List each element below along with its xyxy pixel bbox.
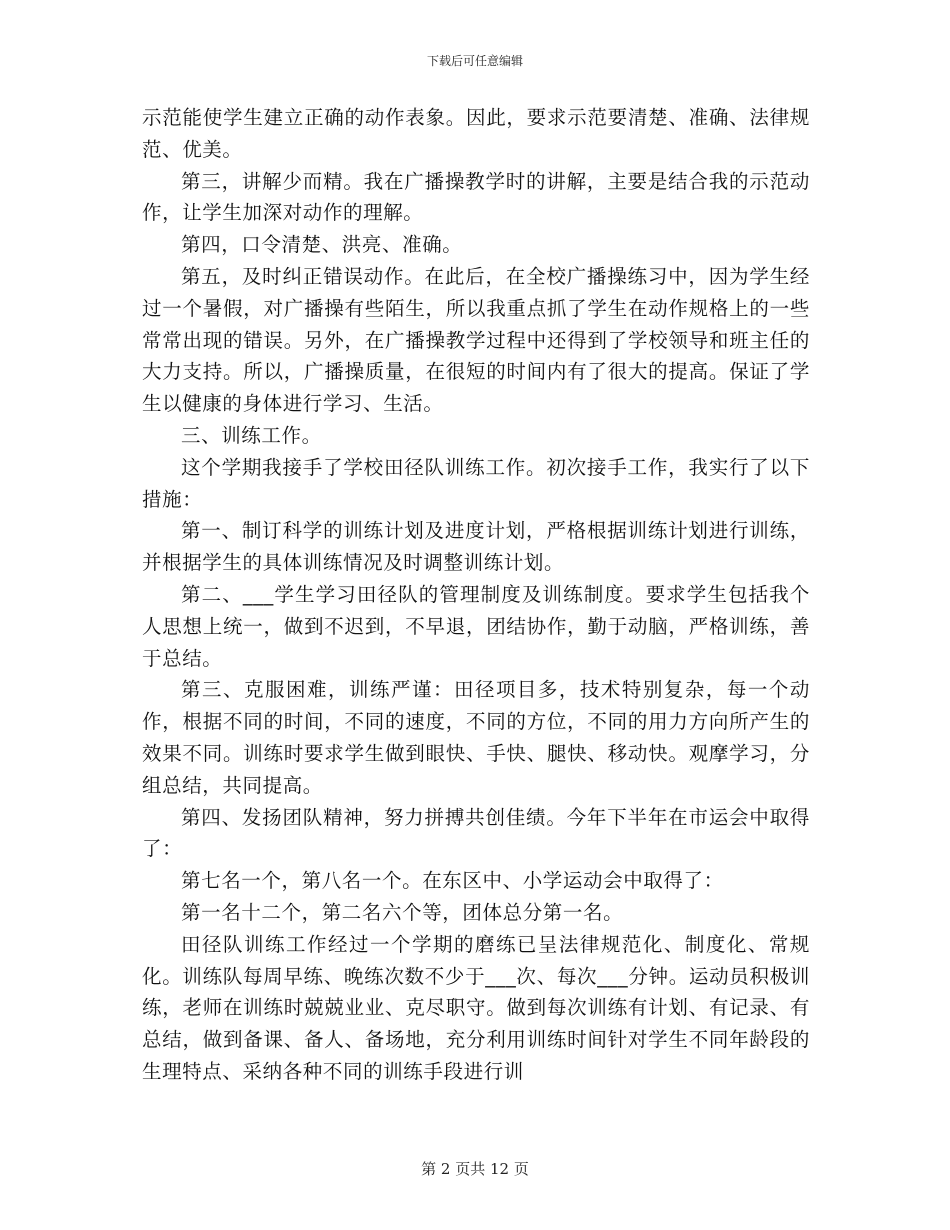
paragraph: 第五，及时纠正错误动作。在此后，在全校广播操练习中，因为学生经过一个暑假，对广播操有些陌生，所以我重点抓了学生在动作规格上的一些常常出现的错误。另外，在广播操教学过程中还得到了学校领导和班主任的大力支持。所以，广播操质量，在很短的时间内有了很大的提高。保证了学生以健康的身体进行学习、生活。 (142, 264, 810, 416)
paragraph: 第七名一个，第八名一个。在东区中、小学运动会中取得了： (181, 869, 724, 893)
paragraph: 这个学期我接手了学校田径队训练工作。初次接手工作，我实行了以下措施： (142, 455, 810, 511)
page-header: 下载后可任意编辑 (426, 54, 523, 68)
paragraph: 第一名十二个，第二名六个等，团体总分第一名。 (181, 900, 624, 924)
paragraph: 示范能使学生建立正确的动作表象。因此，要求示范要清楚、准确、法律规范、优美。 (142, 106, 810, 161)
paragraph: 第二、___学生学习田径队的管理制度及训练制度。要求学生包括我个人思想上统一，做到不迟到，不早退，团结协作，勤于动脑，严格训练，善于总结。 (142, 582, 810, 670)
paragraph: 第四，口令清楚、洪亮、准确。 (181, 233, 463, 257)
paragraph: 第三，讲解少而精。我在广播操教学时的讲解，主要是结合我的示范动作，让学生加深对动作的理解。 (142, 169, 810, 225)
page-footer: 第 2 页共 12 页 (421, 1160, 529, 1178)
document-body (142, 102, 810, 1088)
paragraph: 第四、发扬团队精神，努力拼搏共创佳绩。今年下半年在市运会中取得了： (142, 805, 810, 861)
paragraph: 第三、克服困难，训练严谨：田径项目多，技术特别复杂，每一个动作，根据不同的时间，不同的速度，不同的方位，不同的用力方向所产生的效果不同。训练时要求学生做到眼快、手快、腿快、移动快。观摩学习，分组总结，共同提高。 (142, 678, 810, 797)
section-heading: 三、训练工作。 (181, 423, 322, 447)
paragraph: 田径队训练工作经过一个学期的磨练已呈法律规范化、制度化、常规化。训练队每周早练、晚练次数不少于___次、每次___分钟。运动员积极训练，老师在训练时兢兢业业、克尽职守。做到每次训练有计划、有记录、有总结，做到备课、备人、备场地，充分利用训练时间针对学生不同年龄段的生理特点、采纳各种不同的训练手段进行训 (142, 932, 810, 1083)
paragraph: 第一、制订科学的训练计划及进度计划，严格根据训练计划进行训练，并根据学生的具体训练情况及时调整训练计划。 (142, 519, 810, 575)
